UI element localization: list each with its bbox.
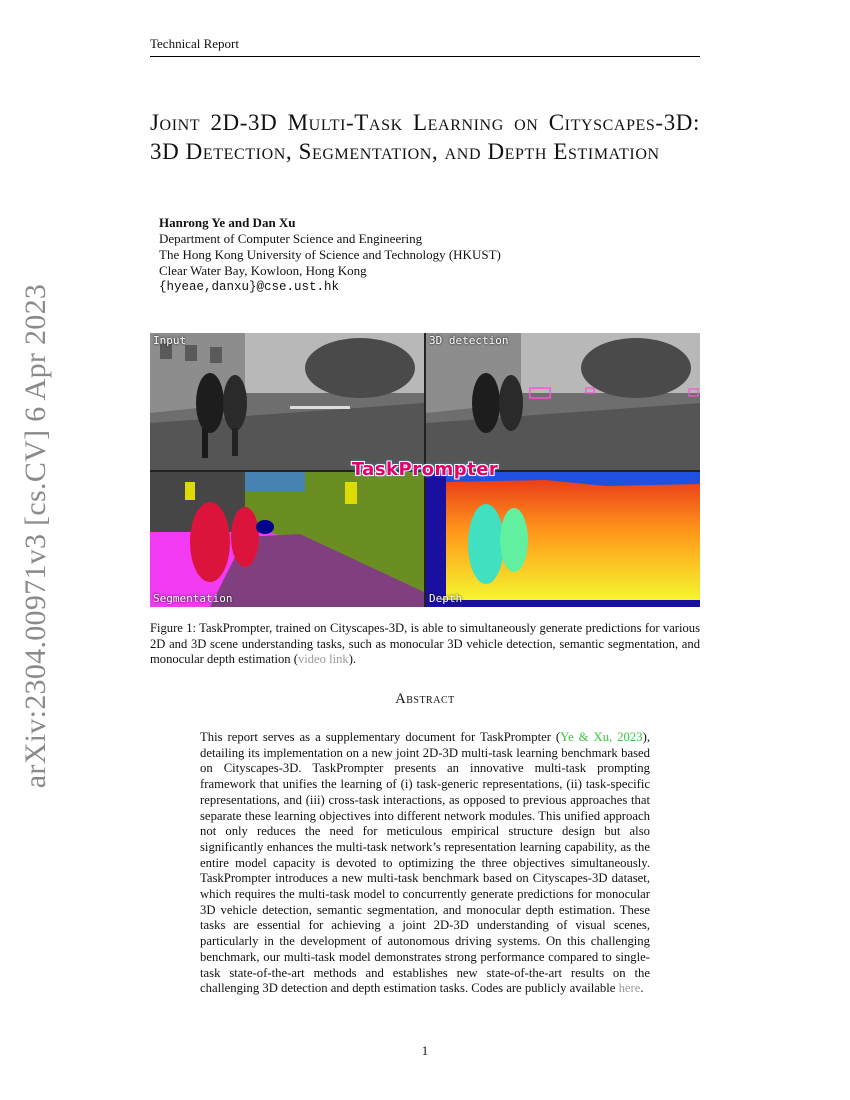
segmentation-panel [150, 472, 424, 607]
figure-caption [150, 621, 700, 668]
paper-title: Joint 2D-3D Multi-Task Learning on Cityscapes-3D: 3D Detection, Segmentation, and Depth Estimation [150, 110, 700, 164]
abstract-body [200, 730, 650, 997]
abstract-text: ), detailing its implementation on a new joint 2D-3D multi-task learning benchmark based on Cityscapes-3D. TaskPrompter presents an innovative multi-task prompting framework that unifies the learning of (i) task-generic representations, (ii) task-specific representations, and (iii) cross-task interactions, as opposed to previous approaches that separate these learning objectives into different network modules. This unified approach not only reduces the need for meticulous empirical structure design but also significantly enhances the multi-task network’s representation learning capability, as the entire model capacity is devoted to optimizing the three objectives simultaneously. TaskPrompter introduces a new multi-task benchmark based on Cityscapes-3D dataset, which requires the multi-task model to concurrently generate predictions for monocular 3D vehicle detection, semantic segmentation, and monocular depth estimation. These tasks are essential for achieving a joint 2D-3D understanding of visual scenes, particularly in the development of autonomous driving systems. On this challenging benchmark, our multi-task model demonstrates strong performance compared to single-task state-of-the-art methods and establishes new state-of-the-art results on the challenging 3D detection and depth estimation tasks. Codes are publicly available [200, 730, 650, 996]
depth-label: Depth [429, 592, 463, 605]
abstract-text-end: . [640, 981, 644, 996]
abstract-text-start: This report serves as a supplementary document for TaskPrompter ( [200, 730, 561, 744]
depth-map [426, 472, 700, 607]
caption-text: Figure 1: TaskPrompter, trained on Cityscapes-3D, is able to simultaneously generate predictions for various 2D and 3D scene understanding tasks, such as monocular 3D vehicle detection, semantic segmentation, and monocular depth estimation ( [150, 621, 700, 667]
caption-end: ). [348, 652, 357, 667]
detection-label: 3D detection [429, 334, 509, 347]
author-block [159, 215, 501, 295]
running-head: Technical Report [150, 36, 700, 57]
segmentation-label: Segmentation [153, 592, 233, 605]
affiliation-university: The Hong Kong University of Science and Technology (HKUST) [159, 247, 501, 262]
affiliation-address: Clear Water Bay, Kowloon, Hong Kong [159, 263, 367, 278]
page-number: 1 [421, 1043, 429, 1058]
affiliation-department: Department of Computer Science and Engineering [159, 231, 423, 246]
citation-link[interactable]: Ye & Xu, 2023 [560, 730, 643, 744]
detection-street-image [426, 333, 700, 470]
video-link[interactable]: video link [297, 652, 349, 667]
abstract-heading: Abstract [395, 691, 455, 707]
input-label: Input [153, 334, 187, 347]
detection-panel [426, 333, 700, 470]
arxiv-identifier: arXiv:2304.00971v3 [cs.CV] 6 Apr 2023 [19, 283, 53, 788]
input-panel [150, 333, 424, 470]
teaser-figure [150, 333, 700, 607]
segmentation-map [150, 472, 424, 607]
depth-panel [426, 472, 700, 607]
author-email[interactable]: {hyeae,danxu}@cse.ust.hk [159, 280, 340, 294]
arxiv-sidebar-stamp [16, 283, 56, 788]
taskprompter-banner: TaskPrompter [351, 458, 499, 480]
input-street-image [150, 333, 424, 470]
author-names: Hanrong Ye and Dan Xu [159, 215, 296, 230]
code-link[interactable]: here [618, 981, 641, 996]
